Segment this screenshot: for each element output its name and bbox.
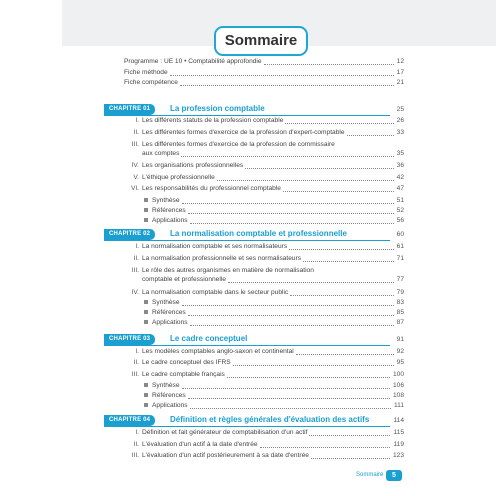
- item-label: Les différentes formes d'exercice de la profession de commissaire: [142, 141, 335, 148]
- item-number: I.: [135, 348, 139, 355]
- item-number: I.: [135, 429, 139, 436]
- intro-page: 21: [396, 79, 404, 86]
- item-number: II.: [133, 359, 139, 366]
- dot-leader: [188, 315, 394, 316]
- item-page: 52: [396, 207, 404, 214]
- item-label: Les organisations professionnelles: [142, 162, 244, 169]
- chapter-header[interactable]: [102, 229, 404, 241]
- item-page: 51: [396, 197, 404, 204]
- bullet-square-icon: [144, 403, 148, 407]
- item-number: II.: [133, 441, 139, 448]
- item-label: La normalisation professionnelle et ses normalisateurs: [142, 255, 302, 262]
- bullet-square-icon: [144, 310, 148, 314]
- page-title: Sommaire: [214, 26, 308, 56]
- item-label: Les responsabilités du professionnel comptable: [142, 185, 281, 192]
- item-page: 92: [396, 348, 404, 355]
- chapter-header[interactable]: [102, 334, 404, 346]
- dot-leader: [181, 156, 393, 157]
- chapter-badge: CHAPITRE 04: [104, 415, 155, 426]
- item-number: III.: [131, 452, 139, 459]
- bullet-square-icon: [144, 300, 148, 304]
- item-number: II.: [133, 255, 139, 262]
- item-page: 35: [396, 150, 404, 157]
- item-page: 47: [396, 185, 404, 192]
- item-label: Le rôle des autres organismes en matière de normalisation: [142, 267, 314, 274]
- item-label: La normalisation comptable dans le secteur public: [142, 289, 289, 296]
- item-page: 108: [392, 392, 404, 399]
- dot-leader: [228, 282, 394, 283]
- item-label: aux comptes: [142, 150, 180, 157]
- bullet-square-icon: [144, 208, 148, 212]
- toc-subitem[interactable]: [102, 216, 404, 226]
- item-label: Synthèse: [152, 299, 180, 306]
- item-label: Les différents statuts de la profession comptable: [142, 117, 284, 124]
- toc-item[interactable]: [102, 128, 404, 138]
- chapter-title: La normalisation comptable et professionnelle: [170, 229, 347, 238]
- intro-item[interactable]: [102, 68, 404, 78]
- item-page: 100: [392, 371, 404, 378]
- item-label: La normalisation comptable et ses normalisateurs: [142, 243, 288, 250]
- toc-item[interactable]: [102, 184, 404, 194]
- item-label: Références: [152, 392, 186, 399]
- toc-item[interactable]: [102, 347, 404, 357]
- dot-leader: [289, 249, 394, 250]
- toc-item-continued[interactable]: [102, 275, 404, 285]
- item-number: III.: [131, 267, 139, 274]
- item-label: Le cadre comptable français: [142, 371, 225, 378]
- toc-item[interactable]: [102, 116, 404, 126]
- page-number-badge: 5: [386, 470, 402, 481]
- chapter-title: Le cadre conceptuel: [170, 334, 248, 343]
- dot-leader: [188, 398, 390, 399]
- dot-leader: [347, 135, 394, 136]
- item-page: 111: [393, 402, 404, 409]
- intro-item[interactable]: [102, 78, 404, 88]
- dot-leader: [285, 123, 393, 124]
- item-label: Références: [152, 207, 186, 214]
- dot-leader: [170, 75, 394, 76]
- dot-leader: [182, 388, 390, 389]
- toc-item[interactable]: [102, 428, 404, 438]
- toc-subitem[interactable]: [102, 308, 404, 318]
- item-label: Le cadre conceptuel des IFRS: [142, 359, 231, 366]
- item-label: L'évaluation d'un actif à la date d'entrée: [142, 441, 258, 448]
- chapter-underline: [104, 240, 390, 241]
- item-number: I.: [135, 243, 139, 250]
- item-page: 33: [396, 129, 404, 136]
- dot-leader: [182, 203, 394, 204]
- item-number: III.: [131, 141, 139, 148]
- item-label: Les différentes formes d'exercice de la profession d'expert-comptable: [142, 129, 345, 136]
- item-label: L'éthique professionnelle: [142, 174, 215, 181]
- item-page: 61: [396, 243, 404, 250]
- dot-leader: [190, 325, 394, 326]
- bullet-square-icon: [144, 320, 148, 324]
- toc-item[interactable]: [102, 254, 404, 264]
- toc-subitem[interactable]: [102, 401, 404, 411]
- item-label: L'évaluation d'un actif postérieurement à sa date d'entrée: [142, 452, 309, 459]
- dot-leader: [264, 64, 394, 65]
- item-page: 115: [393, 429, 404, 436]
- item-label: Applications: [152, 217, 188, 224]
- item-number: V.: [133, 174, 139, 181]
- dot-leader: [311, 458, 390, 459]
- dot-leader: [233, 365, 394, 366]
- item-number: I.: [135, 117, 139, 124]
- item-label: Les modèles comptables anglo-saxon et continental: [142, 348, 294, 355]
- dot-leader: [296, 354, 394, 355]
- dot-leader: [190, 223, 394, 224]
- item-label: Applications: [152, 402, 188, 409]
- chapter-page: 114: [393, 417, 404, 424]
- toc-item[interactable]: [102, 242, 404, 252]
- item-number: II.: [133, 129, 139, 136]
- item-page: 123: [392, 452, 404, 459]
- item-page: 77: [396, 276, 404, 283]
- chapter-header[interactable]: [102, 415, 404, 427]
- item-label: Synthèse: [152, 382, 180, 389]
- intro-page: 17: [396, 69, 404, 76]
- intro-label: Fiche compétence: [124, 79, 178, 86]
- item-label: Synthèse: [152, 197, 180, 204]
- dot-leader: [190, 408, 391, 409]
- chapter-badge: CHAPITRE 03: [104, 334, 155, 345]
- item-page: 85: [396, 309, 404, 316]
- dot-leader: [303, 261, 394, 262]
- toc-item[interactable]: [102, 440, 404, 450]
- intro-label: Programme : UE 10 • Comptabilité approfondie: [124, 58, 262, 65]
- bullet-square-icon: [144, 393, 148, 397]
- item-number: VI.: [130, 185, 139, 192]
- intro-label: Fiche méthode: [124, 69, 168, 76]
- dot-leader: [217, 180, 394, 181]
- item-page: 87: [396, 319, 404, 326]
- dot-leader: [290, 295, 393, 296]
- item-page: 26: [396, 117, 404, 124]
- chapter-page: 60: [396, 231, 404, 238]
- chapter-underline: [104, 426, 390, 427]
- bullet-square-icon: [144, 383, 148, 387]
- dot-leader: [283, 191, 394, 192]
- dot-leader: [180, 85, 394, 86]
- toc-subitem[interactable]: [102, 381, 404, 391]
- chapter-underline: [104, 345, 390, 346]
- chapter-page: 25: [396, 106, 404, 113]
- toc-subitem[interactable]: [102, 196, 404, 206]
- dot-leader: [227, 377, 390, 378]
- item-number: III.: [131, 371, 139, 378]
- item-page: 119: [393, 441, 404, 448]
- item-page: 106: [392, 382, 404, 389]
- dot-leader: [309, 435, 390, 436]
- item-page: 79: [396, 289, 404, 296]
- chapter-badge: CHAPITRE 02: [104, 229, 155, 240]
- toc-item[interactable]: [102, 451, 404, 461]
- dot-leader: [260, 447, 391, 448]
- item-page: 95: [396, 359, 404, 366]
- item-page: 83: [396, 299, 404, 306]
- toc-subitem[interactable]: [102, 391, 404, 401]
- item-page: 36: [396, 162, 404, 169]
- dot-leader: [182, 305, 394, 306]
- chapter-page: 91: [396, 336, 404, 343]
- chapter-badge: CHAPITRE 01: [104, 104, 155, 115]
- intro-item[interactable]: [102, 57, 404, 67]
- toc-subitem[interactable]: [102, 318, 404, 328]
- footer-label: Sommaire: [356, 472, 384, 478]
- dot-leader: [188, 213, 394, 214]
- bullet-square-icon: [144, 218, 148, 222]
- intro-page: 12: [396, 58, 404, 65]
- toc-subitem[interactable]: [102, 206, 404, 216]
- item-page: 56: [396, 217, 404, 224]
- toc-item[interactable]: [102, 370, 404, 380]
- toc-item[interactable]: [102, 161, 404, 171]
- toc-item[interactable]: [102, 173, 404, 183]
- item-number: IV.: [131, 289, 139, 296]
- dot-leader: [245, 168, 393, 169]
- chapter-title: La profession comptable: [170, 104, 265, 113]
- item-page: 71: [396, 255, 404, 262]
- item-label: Références: [152, 309, 186, 316]
- toc-item[interactable]: [102, 358, 404, 368]
- toc-item[interactable]: [102, 288, 404, 298]
- chapter-header[interactable]: [102, 104, 404, 116]
- item-page: 42: [396, 174, 404, 181]
- bullet-square-icon: [144, 198, 148, 202]
- chapter-title: Définition et règles générales d'évaluation des actifs: [170, 415, 370, 424]
- toc-subitem[interactable]: [102, 298, 404, 308]
- item-label: Applications: [152, 319, 188, 326]
- item-label: Définition et fait générateur de comptabilisation d'un actif: [142, 429, 308, 436]
- toc-item-continued[interactable]: [102, 149, 404, 159]
- item-number: IV.: [131, 162, 139, 169]
- item-label: comptable et professionnelle: [142, 276, 226, 283]
